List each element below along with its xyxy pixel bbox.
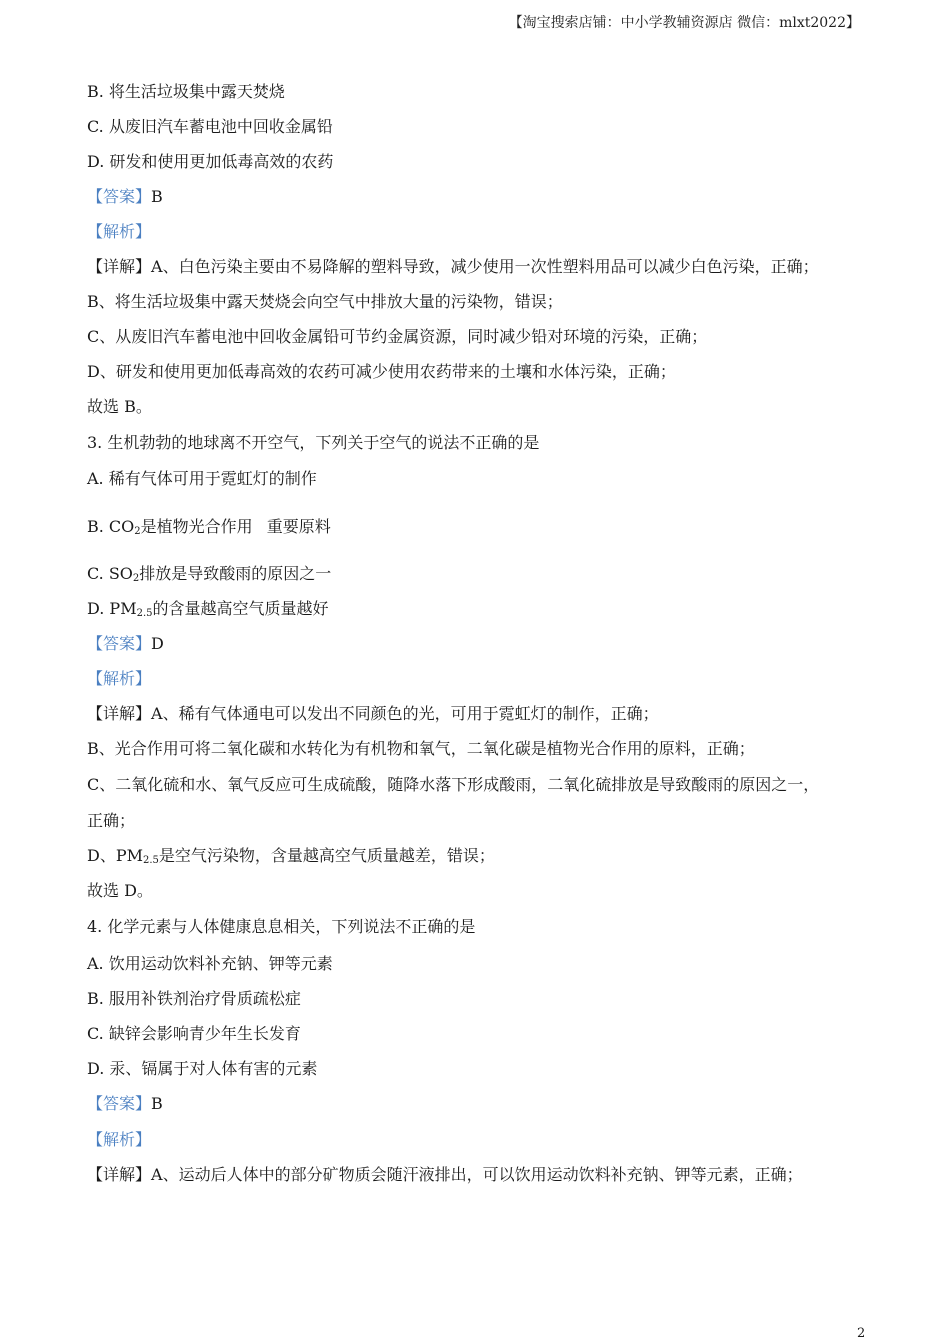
q2-option-d: D. 研发和使用更加低毒高效的农药 (87, 152, 334, 171)
option-text: 排放是导致酸雨的原因之一 (139, 564, 332, 583)
q3-detail-b: B、光合作用可将二氧化碳和水转化为有机物和氧气，二氧化碳是植物光合作用的原料，正确； (87, 739, 755, 758)
q2-answer (87, 187, 163, 207)
q2-detail-b: B、将生活垃圾集中露天焚烧会向空气中排放大量的污染物，错误； (87, 292, 563, 311)
detail-text: D、PM (87, 846, 143, 865)
q3-stem: 3. 生机勃勃的地球离不开空气，下列关于空气的说法不正确的是 (87, 433, 540, 452)
q3-option-b (87, 517, 331, 542)
q3-detail-d (87, 846, 495, 871)
answer-label: 【答案】 (87, 187, 152, 206)
detail-label: 【详解】 (87, 1165, 152, 1184)
page-header: 【淘宝搜索店铺：中小学教辅资源店 微信：mlxt2022】 (508, 15, 860, 31)
answer-label: 【答案】 (87, 634, 152, 653)
answer-value: B (151, 187, 163, 206)
q3-option-a: A. 稀有气体可用于霓虹灯的制作 (87, 469, 317, 488)
detail-label: 【详解】 (87, 704, 152, 723)
answer-label: 【答案】 (87, 1094, 152, 1113)
option-text: B. CO (87, 517, 135, 536)
option-text: C. SO (87, 564, 133, 583)
subscript: 2 (134, 526, 141, 537)
subscript: 2.5 (142, 855, 159, 866)
q2-detail-c: C、从废旧汽车蓄电池中回收金属铅可节约金属资源，同时减少铅对环境的污染，正确； (87, 327, 708, 346)
option-text: 重要原料 (266, 517, 331, 536)
q4-option-d: D. 汞、镉属于对人体有害的元素 (87, 1059, 318, 1078)
detail-text: A、运动后人体中的部分矿物质会随汗液排出，可以饮用运动饮料补充钠、钾等元素，正确； (151, 1165, 803, 1184)
option-text: 是植物光合作用 (140, 517, 253, 536)
q2-conclusion: 故选 B。 (87, 397, 152, 416)
q4-analysis-label: 【解析】 (87, 1130, 152, 1149)
option-text: 的含量越高空气质量越好 (152, 599, 329, 618)
q2-option-b: B. 将生活垃圾集中露天焚烧 (87, 82, 285, 101)
answer-value: B (151, 1094, 163, 1113)
q4-option-b: B. 服用补铁剂治疗骨质疏松症 (87, 989, 301, 1008)
q3-option-d (87, 599, 329, 624)
q4-option-c: C. 缺锌会影响青少年生长发育 (87, 1024, 301, 1043)
answer-value: D (151, 634, 164, 653)
q3-analysis-label: 【解析】 (87, 669, 152, 688)
q3-detail-c1: C、二氧化硫和水、氧气反应可生成硫酸，随降水落下形成酸雨，二氧化硫排放是导致酸雨的原因之一， (87, 775, 820, 794)
q3-detail-c2: 正确； (87, 811, 136, 830)
detail-label: 【详解】 (87, 257, 152, 276)
detail-text: 是空气污染物，含量越高空气质量越差，错误； (158, 846, 495, 865)
detail-text: A、白色污染主要由不易降解的塑料导致，减少使用一次性塑料用品可以减少白色污染，正确； (151, 257, 819, 276)
q2-detail-d: D、研发和使用更加低毒高效的农药可减少使用农药带来的土壤和水体污染，正确； (87, 362, 676, 381)
q4-detail-a (87, 1165, 803, 1185)
q4-answer (87, 1094, 163, 1114)
q4-stem: 4. 化学元素与人体健康息息相关，下列说法不正确的是 (87, 917, 476, 936)
detail-text: A、稀有气体通电可以发出不同颜色的光，可用于霓虹灯的制作，正确； (151, 704, 659, 723)
q3-option-c (87, 564, 331, 589)
q4-option-a: A. 饮用运动饮料补充钠、钾等元素 (87, 954, 333, 973)
q3-detail-a (87, 704, 659, 724)
subscript: 2 (132, 573, 140, 584)
q3-conclusion: 故选 D。 (87, 881, 153, 900)
q2-option-c: C. 从废旧汽车蓄电池中回收金属铅 (87, 117, 333, 136)
option-text: D. PM (87, 599, 137, 618)
q2-detail-a (87, 257, 819, 277)
page-number: 2 (857, 1326, 866, 1341)
q3-answer (87, 634, 164, 654)
q2-analysis-label: 【解析】 (87, 222, 152, 241)
subscript: 2.5 (136, 608, 153, 619)
